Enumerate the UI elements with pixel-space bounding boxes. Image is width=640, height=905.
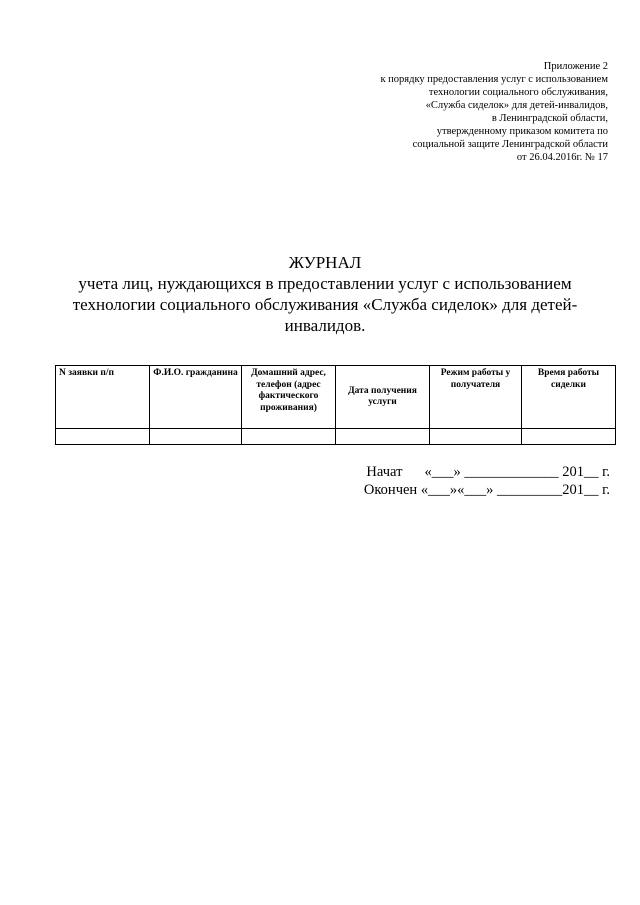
journal-subtitle-line: технологии социального обслуживания «Служба сиделок» для детей- xyxy=(72,295,578,314)
appendix-line: Приложение 2 xyxy=(543,61,608,72)
header-caregiver-time: Время работы сиделки xyxy=(522,366,616,429)
journal-heading: ЖУРНАЛ xyxy=(288,253,362,272)
table-row xyxy=(56,429,616,445)
start-date-value: «___» _____________ 201__ г. xyxy=(424,464,610,480)
appendix-line: утвержденному приказом комитета по xyxy=(436,126,608,137)
table-cell xyxy=(336,429,430,445)
header-home-address: Домашний адрес, телефон (адрес фактического проживания) xyxy=(242,366,336,429)
end-date-row xyxy=(320,481,610,499)
header-full-name: Ф.И.О. гражданина xyxy=(150,366,242,429)
header-service-date: Дата получения услуги xyxy=(336,366,430,429)
journal-table xyxy=(55,365,616,445)
end-date-value: «___»«___» _________201__ г. xyxy=(420,482,610,498)
start-date-row xyxy=(320,463,610,481)
header-request-number: N заявки п/п xyxy=(56,366,150,429)
end-label: Окончен xyxy=(363,482,418,498)
journal-subtitle-line: учета лиц, нуждающихся в предоставлении услуг с использованием xyxy=(78,274,572,293)
table-header-row xyxy=(56,366,616,429)
table-cell xyxy=(242,429,336,445)
start-label: Начат xyxy=(366,464,403,480)
table-cell xyxy=(430,429,522,445)
header-work-schedule: Режим работы у получателя xyxy=(430,366,522,429)
table-cell xyxy=(56,429,150,445)
appendix-line: от 26.04.2016г. № 17 xyxy=(516,152,608,163)
appendix-line: «Служба сиделок» для детей-инвалидов, xyxy=(425,100,608,111)
journal-title-block xyxy=(60,252,590,336)
appendix-line: в Ленинградской области, xyxy=(491,113,608,124)
appendix-line: социальной защите Ленинградской области xyxy=(412,139,608,150)
table-cell xyxy=(150,429,242,445)
journal-subtitle-line: инвалидов. xyxy=(284,316,366,335)
appendix-line: технологии социального обслуживания, xyxy=(428,87,608,98)
table-cell xyxy=(522,429,616,445)
appendix-line: к порядку предоставления услуг с использованием xyxy=(380,74,608,85)
journal-dates-block xyxy=(320,463,610,499)
appendix-block xyxy=(308,60,608,164)
